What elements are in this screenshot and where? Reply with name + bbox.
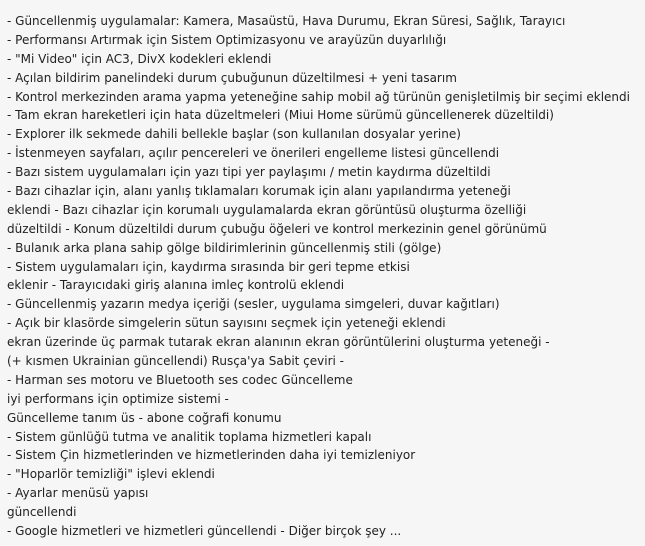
changelog-line: - Performansı Artırmak için Sistem Optimizasyonu ve arayüzün duyarlılığı bbox=[7, 32, 447, 47]
changelog-line: - Sistem Çin hizmetlerinden ve hizmetlerinden daha iyi temizleniyor bbox=[7, 448, 416, 463]
changelog-line: - Güncellenmiş yazarın medya içeriği (sesler, uygulama simgeleri, duvar kağıtları) bbox=[7, 297, 500, 312]
changelog-line: eklenir - Tarayıcıdaki giriş alanına imleç kontrolü eklendi bbox=[7, 278, 345, 293]
changelog-line: - Explorer ilk sekmede dahili bellekle başlar (son kullanılan dosyalar yerine) bbox=[7, 127, 461, 142]
changelog-line: - Sistem uygulamaları için, kaydırma sırasında bir geri tepme etkisi bbox=[7, 259, 410, 274]
changelog-line: güncellendi bbox=[7, 505, 77, 520]
changelog-line: - Harman ses motoru ve Bluetooth ses codec Güncelleme bbox=[7, 372, 353, 387]
changelog-line: (+ kısmen Ukrainian güncellendi) Rusça'ya Sabit çeviri - bbox=[7, 354, 345, 369]
changelog-line: - Bazı cihazlar için, alanı yanlış tıklamaları korumak için alanı yapılandırma yeteneği bbox=[7, 184, 511, 199]
changelog-line: - Tam ekran hareketleri için hata düzeltmeleri (Miui Home sürümü güncellenerek düzeltildi) bbox=[7, 108, 554, 123]
changelog-line: iyi performans için optimize sistemi - bbox=[7, 391, 229, 406]
changelog-line: ekran üzerinde üç parmak tutarak ekran alanının ekran görüntülerini oluşturma yeteneği - bbox=[7, 335, 550, 350]
changelog-line: - Kontrol merkezinden arama yapma yeteneğine sahip mobil ağ türünün genişletilmiş bir seçimi eklendi bbox=[7, 89, 630, 104]
changelog-line: - "Hoparlör temizliği" işlevi eklendi bbox=[7, 467, 215, 482]
changelog-line: - Bulanık arka plana sahip gölge bildirimlerinin güncellenmiş stili (gölge) bbox=[7, 240, 442, 255]
changelog-line: - Açılan bildirim panelindeki durum çubuğunun düzeltilmesi + yeni tasarım bbox=[7, 70, 457, 85]
changelog-line: - Google hizmetleri ve hizmetleri güncellendi - Diğer birçok şey ... bbox=[7, 524, 402, 539]
changelog-line: - İstenmeyen sayfaları, açılır pencereleri ve önerileri engelleme listesi güncellendi bbox=[7, 146, 500, 161]
changelog-line: - Bazı sistem uygulamaları için yazı tipi yer paylaşımı / metin kaydırma düzeltildi bbox=[7, 165, 491, 180]
changelog-line: - Güncellenmiş uygulamalar: Kamera, Masaüstü, Hava Durumu, Ekran Süresi, Sağlık, Tarayıcı bbox=[7, 14, 566, 28]
changelog-line: düzeltildi - Konum düzeltildi durum çubuğu öğeleri ve kontrol merkezinin genel görünümü bbox=[7, 221, 547, 236]
changelog-line: - Ayarlar menüsü yapısı bbox=[7, 486, 149, 501]
changelog-line: - "Mi Video" için AC3, DivX kodekleri eklendi bbox=[7, 51, 272, 66]
changelog-line: Güncelleme tanım üs - abone coğrafi konumu bbox=[7, 410, 282, 425]
changelog-line: - Açık bir klasörde simgelerin sütun sayısını seçmek için yeteneği eklendi bbox=[7, 316, 446, 331]
changelog-line: - Sistem günlüğü tutma ve analitik toplama hizmetleri kapalı bbox=[7, 429, 372, 444]
changelog-line: eklendi - Bazı cihazlar için korumalı uygulamalarda ekran görüntüsü oluşturma özelliği bbox=[7, 202, 527, 217]
